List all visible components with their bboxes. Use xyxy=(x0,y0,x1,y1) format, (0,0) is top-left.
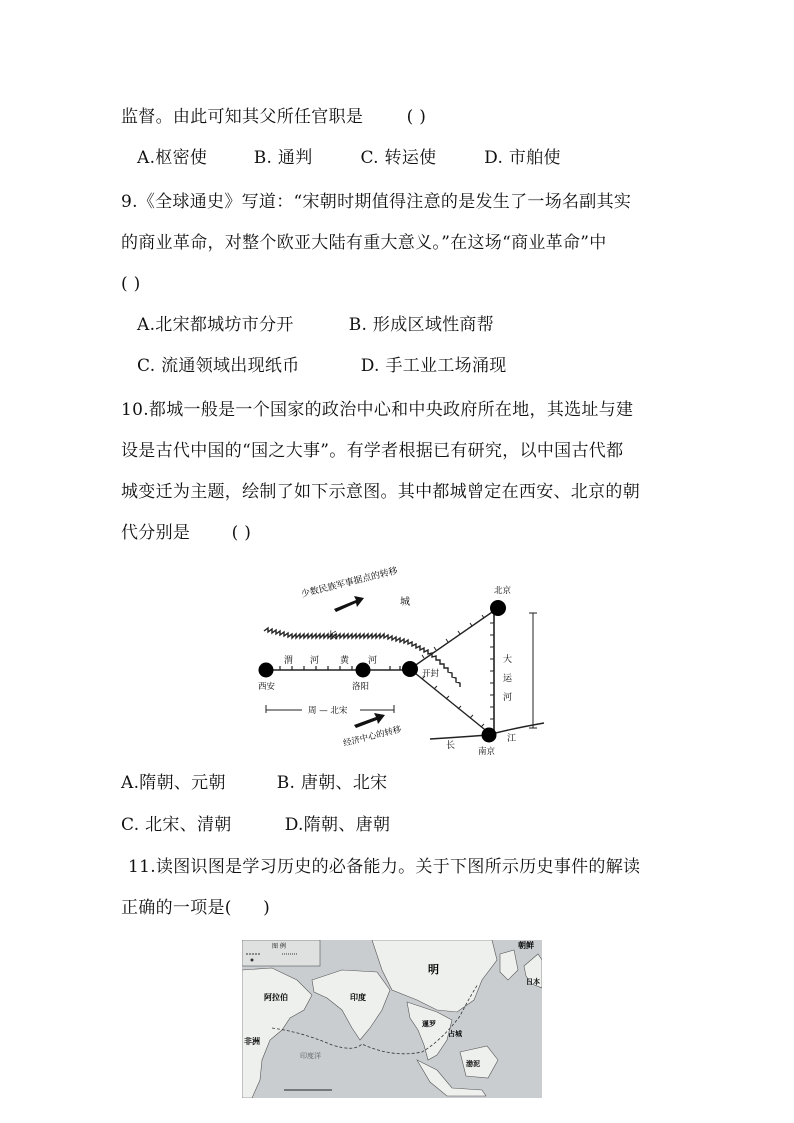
map-label-india: 印度 xyxy=(350,992,366,1002)
city-beijing-dot xyxy=(490,600,506,616)
river-char-4: 河 xyxy=(368,656,378,666)
city-kaifeng-label: 开封 xyxy=(422,669,440,679)
city-nanjing-dot xyxy=(482,728,497,743)
wall-char-cheng: 城 xyxy=(400,597,410,608)
top-arrow-label: 少数民族军事据点的转移 xyxy=(300,566,399,600)
q10-option-a: A.隋朝、元朝 xyxy=(121,773,226,793)
wall-char-chang: 长 xyxy=(328,631,338,642)
kaifeng-beijing-line xyxy=(410,608,498,669)
q8-answer-paren: ( ) xyxy=(406,107,427,127)
city-kaifeng-dot xyxy=(402,661,418,677)
city-luoyang-dot xyxy=(356,663,371,678)
river-char-2: 河 xyxy=(310,656,320,666)
q8-stem-line xyxy=(121,105,426,129)
top-arrow-icon xyxy=(334,596,364,612)
city-xian-dot xyxy=(259,663,274,678)
yangtze-char-1: 长 xyxy=(446,741,456,751)
legend-dot xyxy=(251,959,254,962)
q9-answer-paren: ( ) xyxy=(121,274,141,294)
q9-line-1: 9.《全球通史》写道：“宋朝时期值得注意的是发生了一场名副其实 xyxy=(121,192,632,212)
q11-line-1: 11.读图识图是学习历史的必备能力。关于下图所示历史事件的解读 xyxy=(128,857,641,877)
map-label-africa: 非洲 xyxy=(244,1036,260,1046)
q11-line-2 xyxy=(121,896,270,920)
q10-option-b: B. 唐朝、北宋 xyxy=(276,773,388,793)
canal-char-2: 运 xyxy=(503,674,513,684)
city-nanjing-label: 南京 xyxy=(478,747,496,757)
q9-option-c: C. 流通领域出现纸币 xyxy=(137,356,300,376)
river-char-1: 渭 xyxy=(284,656,294,666)
q9-option-d: D. 手工业工场涌现 xyxy=(360,356,507,376)
q9-option-b: B. 形成区域性商帮 xyxy=(348,315,495,335)
q10-answer-paren: ( ) xyxy=(231,523,252,543)
bottom-arrow-label: 经济中心的转移 xyxy=(342,724,403,749)
map-label-ming: 明 xyxy=(428,963,439,976)
canal-char-1: 大 xyxy=(503,655,513,665)
city-beijing-label: 北京 xyxy=(494,586,512,596)
q8-option-d: D. 市舶使 xyxy=(484,148,561,168)
q10-line-1: 10.都城一般是一个国家的政治中心和中央政府所在地，其选址与建 xyxy=(121,400,634,420)
q9-line-2: 的商业革命，对整个欧亚大陆有重大意义。”在这场“商业革命”中 xyxy=(121,233,607,253)
yangtze-char-2: 江 xyxy=(507,734,517,744)
q9-options-row-1 xyxy=(137,313,494,337)
map-label-japan: 日本 xyxy=(526,977,540,986)
period-label: 周 — 北宋 xyxy=(308,706,348,716)
q11-stem-end: 正确的一项是( xyxy=(121,898,232,918)
map-label-brunei: 渤泥 xyxy=(466,1059,480,1068)
q10-options-row-1 xyxy=(121,771,387,795)
map-label-champa: 占城 xyxy=(448,1029,462,1038)
q10-option-c: C. 北宋、清朝 xyxy=(121,815,232,835)
map-label-siam: 暹罗 xyxy=(422,1019,436,1028)
river-char-3: 黄 xyxy=(340,656,350,666)
city-luoyang-label: 洛阳 xyxy=(352,682,370,692)
city-xian-label: 西安 xyxy=(258,682,276,692)
q8-option-a: A.枢密使 xyxy=(137,148,208,168)
capital-migration-diagram xyxy=(252,563,552,763)
q10-line-3: 城变迁为主题，绘制了如下示意图。其中都城曾定在西安、北京的朝 xyxy=(121,482,640,502)
map-label-arabia: 阿拉伯 xyxy=(264,992,288,1002)
q9-options-row-2 xyxy=(137,354,507,378)
q11-paren-close: ) xyxy=(263,898,271,918)
q10-option-d: D.隋朝、唐朝 xyxy=(284,815,391,835)
map-label-indian-ocean: 印度洋 xyxy=(300,1052,321,1060)
map-label-korea: 朝鲜 xyxy=(518,940,534,950)
q8-options xyxy=(137,146,561,170)
q8-option-c: C. 转运使 xyxy=(360,148,437,168)
map-legend-title: 图 例 xyxy=(272,943,286,950)
q10-line-4 xyxy=(121,521,251,545)
q8-option-b: B. 通判 xyxy=(253,148,313,168)
canal-char-3: 河 xyxy=(503,693,513,703)
q10-line-2: 设是古代中国的“国之大事”。有学者根据已有研究，以中国古代都 xyxy=(121,441,624,461)
q8-stem-text: 监督。由此可知其父所任官职是 xyxy=(121,107,364,127)
voyage-map xyxy=(242,940,542,1098)
q10-options-row-2 xyxy=(121,813,390,837)
q9-option-a: A.北宋都城坊市分开 xyxy=(137,315,294,335)
q10-stem-end: 代分别是 xyxy=(121,523,191,543)
